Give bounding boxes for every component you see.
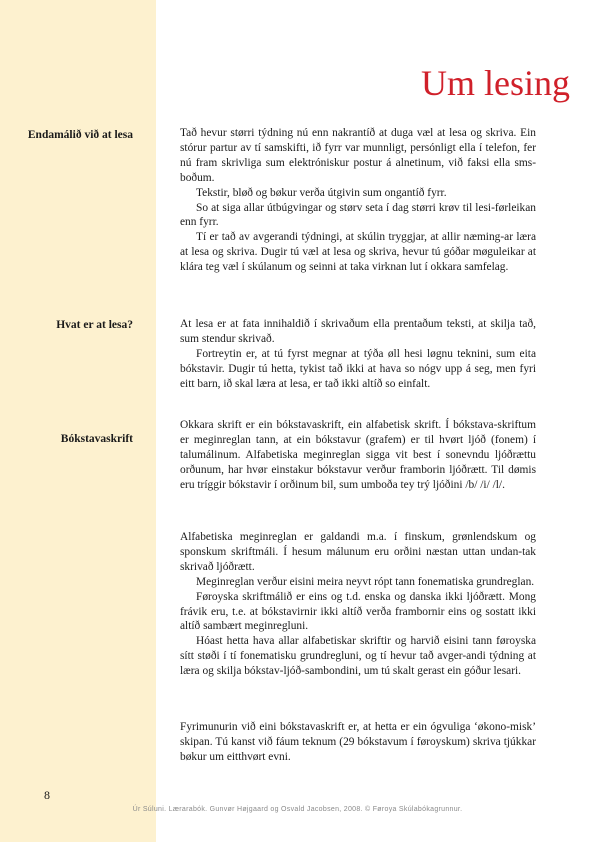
page-footer: Úr Súluni. Lærarabók. Gunvør Højgaard og Osvald Jacobsen, 2008. © Føroya Skúlabókagrunnur. xyxy=(132,806,463,813)
page-number: 8 xyxy=(44,788,50,802)
paragraph: Tekstir, bløð og bøkur verða útgivin sum ongantíð fyrr. xyxy=(196,186,447,199)
paragraph: Tað hevur størri týdning nú enn nakrantíð at duga væl at lesa og skriva. Ein stórur partur av tí samskifti, ið fyrr var munnligt, persónligt ella í telefon, fer nú fram skrivliga sum elektróniskur postur á alnetinum, við faksi ella sms-boðum. xyxy=(180,127,536,184)
paragraph: Fyrimunurin við eini bókstavaskrift er, at hetta er ein ógvuliga ‘økono-misk’ skipan. Tú kanst við fáum teknum (29 bókstavum í føroyskum) skriva tjúkkar bøkur um eitthvørt evni. xyxy=(180,721,536,763)
section-endamal xyxy=(180,126,536,275)
page-title: Um lesing xyxy=(421,63,570,103)
paragraph: Meginreglan verður eisini meira neyvt rópt tann fonematiska grundreglan. xyxy=(196,575,535,588)
section-meginregla xyxy=(180,530,536,679)
paragraph: So at siga allar útbúgvingar og størv seta í dag størri krøv til lesi-førleikan enn fyrr. xyxy=(180,201,536,229)
section-label-endamal: Endamálið við at lesa xyxy=(27,129,133,141)
paragraph: Alfabetiska meginreglan er galdandi m.a. í finskum, grønlendskum og sponskum skriftmáli. Í hesum málunum eru orðini næstan uttan undan-tak skrivað ljóðrætt. xyxy=(180,531,536,573)
sidebar-panel xyxy=(0,0,156,842)
section-fyrimunur xyxy=(180,720,536,765)
paragraph: Tí er tað av avgerandi týdningi, at skúlin tryggjar, at allir næming-ar læra at lesa og skriva. Dugir tú væl at lesa og skriva, hevur tú góðar møguleikar at klára teg væl í skúlanum og seinni at taka virknan lut í okkara samfelag. xyxy=(180,231,536,274)
section-label-bokstavaskrift: Bókstavaskrift xyxy=(60,433,133,445)
section-label-hvat: Hvat er at lesa? xyxy=(56,319,133,331)
section-bokstavaskrift xyxy=(180,418,536,493)
paragraph: Føroyska skriftmálið er eins og t.d. enska og danska ikki ljóðrætt. Mong frávik eru, t.e. at bókstavirnir ikki altíð verða frambornir eins og sostatt ikki altíð sambært meginregluni. xyxy=(180,590,536,633)
section-hvat xyxy=(180,317,536,392)
paragraph: Okkara skrift er ein bókstavaskrift, ein alfabetisk skrift. Í bókstava-skriftum er meginreglan tann, at ein bókstavur (grafem) er til hvørt ljóð (fonem) í talumálinum. Alfabetiska meginreglan sigga vit best í sonevndu ljóðrættu orðunum, har hvør einstakur bókstavur verður framborin ljóðrætt. Til dømis eru tríggir bókstavir í orðinum bil, sum umboða tey trý ljóðini /b/ /i/ /l/. xyxy=(180,419,536,491)
paragraph: At lesa er at fata innihaldið í skrivaðum ella prentaðum teksti, at skilja tað, sum stendur skrivað. xyxy=(180,318,536,345)
paragraph: Fortreytin er, at tú fyrst megnar at týða øll hesi løgnu teknini, sum eita bókstavir. Dugir tú hetta, tykist tað ikki at hava so nógv upp á seg, men fyri eitt barn, ið skal læra at lesa, er tað ikki altíð so einfalt. xyxy=(180,347,536,390)
paragraph: Hóast hetta hava allar alfabetiskar skriftir og harvið eisini tann føroyska sítt støði í tí fonematisku grundregluni, og tí hevur tað avger-andi týdning at læra og skilja bókstav-ljóð-sambondini, um tú skalt gerast ein góður lesari. xyxy=(180,635,536,678)
